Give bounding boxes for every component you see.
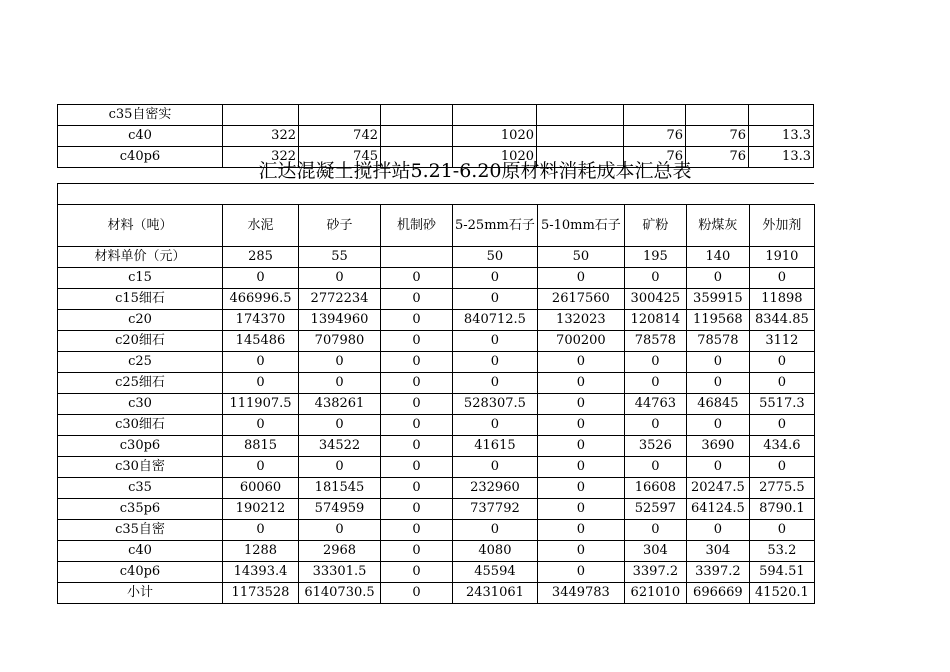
data-cell[interactable]: 119568 — [686, 310, 749, 331]
data-cell[interactable]: 181545 — [299, 478, 381, 499]
table-row — [58, 457, 815, 478]
data-cell[interactable]: 3449783 — [537, 583, 624, 604]
row-label-cell[interactable]: c20 — [58, 310, 223, 331]
data-cell[interactable]: 0 — [223, 415, 299, 436]
table-row — [58, 126, 814, 147]
data-cell[interactable] — [299, 105, 381, 126]
data-cell[interactable]: 304 — [624, 541, 686, 562]
data-cell[interactable]: 745 — [299, 147, 381, 168]
row-label-cell[interactable]: c40 — [58, 541, 223, 562]
data-cell[interactable]: 0 — [453, 331, 538, 352]
data-cell[interactable]: 700200 — [537, 331, 624, 352]
data-cell[interactable]: 304 — [686, 541, 749, 562]
data-cell[interactable]: 696669 — [686, 583, 749, 604]
data-cell[interactable]: 0 — [537, 478, 624, 499]
row-label-cell[interactable]: c30 — [58, 394, 223, 415]
blank-row — [58, 184, 815, 205]
data-cell[interactable]: 13.3 — [749, 126, 814, 147]
data-cell[interactable]: 0 — [624, 268, 686, 289]
table-row — [58, 562, 815, 583]
data-cell[interactable]: 111907.5 — [223, 394, 299, 415]
row-label-cell[interactable]: c35 — [58, 478, 223, 499]
table-row — [58, 268, 815, 289]
row-label-cell[interactable]: c25 — [58, 352, 223, 373]
data-cell[interactable]: 0 — [381, 394, 453, 415]
data-cell[interactable]: 0 — [624, 373, 686, 394]
data-cell[interactable]: 0 — [453, 415, 538, 436]
row-label-cell[interactable]: 材料单价（元） — [58, 247, 223, 268]
data-cell[interactable]: 0 — [686, 520, 749, 541]
data-cell[interactable]: 0 — [381, 499, 453, 520]
data-cell[interactable]: 6140730.5 — [299, 583, 381, 604]
data-cell[interactable]: 0 — [381, 289, 453, 310]
data-cell[interactable]: 44763 — [624, 394, 686, 415]
data-cell[interactable]: 1288 — [223, 541, 299, 562]
data-cell[interactable]: 60060 — [223, 478, 299, 499]
data-cell[interactable]: 0 — [537, 562, 624, 583]
row-label-cell[interactable]: c40 — [58, 126, 223, 147]
data-cell[interactable]: 1910 — [749, 247, 814, 268]
data-cell[interactable]: 0 — [537, 394, 624, 415]
column-header[interactable]: 砂子 — [299, 205, 381, 247]
data-cell[interactable]: 0 — [537, 415, 624, 436]
table-row — [58, 289, 815, 310]
data-cell[interactable]: 0 — [453, 457, 538, 478]
blank-cell[interactable] — [58, 184, 815, 205]
data-cell[interactable]: 2431061 — [453, 583, 538, 604]
data-cell[interactable]: 41520.1 — [749, 583, 814, 604]
data-cell[interactable] — [381, 247, 453, 268]
row-label-cell[interactable]: c15 — [58, 268, 223, 289]
data-cell[interactable]: 3526 — [624, 436, 686, 457]
data-cell[interactable]: 0 — [381, 520, 453, 541]
data-cell[interactable]: 1173528 — [223, 583, 299, 604]
data-cell[interactable]: 0 — [453, 520, 538, 541]
subtotal-row — [58, 583, 815, 604]
data-cell[interactable]: 14393.4 — [223, 562, 299, 583]
data-cell[interactable]: 0 — [381, 415, 453, 436]
row-label-cell[interactable]: c35自密实 — [58, 105, 223, 126]
data-cell[interactable]: 0 — [686, 457, 749, 478]
data-cell[interactable]: 574959 — [299, 499, 381, 520]
data-cell[interactable]: 76 — [686, 126, 749, 147]
data-cell[interactable]: 0 — [223, 352, 299, 373]
data-cell[interactable]: 300425 — [624, 289, 686, 310]
data-cell[interactable]: 737792 — [453, 499, 538, 520]
table-row — [58, 499, 815, 520]
table-row — [58, 541, 815, 562]
data-cell[interactable]: 0 — [299, 373, 381, 394]
data-cell[interactable]: 1394960 — [299, 310, 381, 331]
data-cell[interactable]: 0 — [749, 520, 814, 541]
data-cell[interactable] — [223, 105, 299, 126]
data-cell[interactable]: 11898 — [749, 289, 814, 310]
data-cell[interactable] — [537, 105, 624, 126]
data-cell[interactable]: 52597 — [624, 499, 686, 520]
unit-price-row — [58, 247, 815, 268]
data-cell[interactable]: 0 — [381, 436, 453, 457]
row-label-cell[interactable]: 小计 — [58, 583, 223, 604]
data-cell[interactable]: 41615 — [453, 436, 538, 457]
column-header[interactable]: 机制砂 — [381, 205, 453, 247]
data-cell[interactable]: 0 — [686, 415, 749, 436]
data-cell[interactable]: 0 — [686, 352, 749, 373]
row-label-cell[interactable]: c35自密 — [58, 520, 223, 541]
data-cell[interactable]: 76 — [624, 126, 686, 147]
data-cell[interactable] — [624, 105, 686, 126]
data-cell[interactable]: 0 — [299, 268, 381, 289]
data-cell[interactable]: 0 — [299, 457, 381, 478]
data-cell[interactable]: 0 — [453, 352, 538, 373]
row-label-cell[interactable]: c30细石 — [58, 415, 223, 436]
data-cell[interactable]: 0 — [381, 562, 453, 583]
row-label-cell[interactable]: c25细石 — [58, 373, 223, 394]
data-cell[interactable]: 4080 — [453, 541, 538, 562]
column-header[interactable]: 材料（吨） — [58, 205, 223, 247]
data-cell[interactable]: 13.3 — [749, 147, 814, 168]
data-cell[interactable]: 20247.5 — [686, 478, 749, 499]
data-cell[interactable]: 840712.5 — [453, 310, 538, 331]
data-cell[interactable]: 0 — [381, 583, 453, 604]
data-cell[interactable]: 0 — [381, 478, 453, 499]
data-cell[interactable]: 0 — [749, 268, 814, 289]
data-cell[interactable]: 1020 — [453, 147, 537, 168]
data-cell[interactable]: 0 — [381, 457, 453, 478]
data-cell[interactable]: 2968 — [299, 541, 381, 562]
data-cell[interactable]: 0 — [299, 352, 381, 373]
data-cell[interactable]: 33301.5 — [299, 562, 381, 583]
data-cell[interactable]: 0 — [537, 499, 624, 520]
data-cell[interactable]: 78578 — [624, 331, 686, 352]
data-cell[interactable] — [749, 105, 814, 126]
data-cell[interactable]: 528307.5 — [453, 394, 538, 415]
row-label-cell[interactable]: c35p6 — [58, 499, 223, 520]
top-partial-table — [57, 104, 814, 168]
table-row — [58, 352, 815, 373]
data-cell[interactable]: 50 — [537, 247, 624, 268]
data-cell[interactable]: 0 — [537, 520, 624, 541]
data-cell[interactable]: 76 — [624, 147, 686, 168]
data-cell[interactable]: 3397.2 — [686, 562, 749, 583]
data-cell[interactable]: 174370 — [223, 310, 299, 331]
table-row — [58, 478, 815, 499]
data-cell[interactable]: 0 — [381, 373, 453, 394]
data-cell[interactable]: 0 — [381, 541, 453, 562]
data-cell[interactable] — [537, 126, 624, 147]
header-row — [58, 205, 815, 247]
data-cell[interactable]: 466996.5 — [223, 289, 299, 310]
data-cell[interactable]: 1020 — [453, 126, 537, 147]
cost-summary-table — [57, 183, 815, 604]
data-cell[interactable]: 2617560 — [537, 289, 624, 310]
data-cell[interactable]: 0 — [749, 457, 814, 478]
data-cell[interactable]: 0 — [453, 289, 538, 310]
data-cell[interactable]: 46845 — [686, 394, 749, 415]
data-cell[interactable]: 0 — [381, 310, 453, 331]
data-cell[interactable]: 55 — [299, 247, 381, 268]
data-cell[interactable]: 78578 — [686, 331, 749, 352]
row-label-cell[interactable]: c20细石 — [58, 331, 223, 352]
data-cell[interactable]: 594.51 — [749, 562, 814, 583]
data-cell[interactable]: 190212 — [223, 499, 299, 520]
data-cell[interactable]: 2775.5 — [749, 478, 814, 499]
data-cell[interactable]: 232960 — [453, 478, 538, 499]
data-cell[interactable]: 0 — [299, 415, 381, 436]
table-row — [58, 310, 815, 331]
data-cell[interactable]: 0 — [223, 520, 299, 541]
data-cell[interactable]: 0 — [453, 373, 538, 394]
data-cell[interactable]: 3690 — [686, 436, 749, 457]
row-label-cell[interactable]: c30p6 — [58, 436, 223, 457]
data-cell[interactable]: 140 — [686, 247, 749, 268]
data-cell[interactable]: 621010 — [624, 583, 686, 604]
data-cell[interactable]: 0 — [223, 457, 299, 478]
data-cell[interactable] — [453, 105, 537, 126]
table-row — [58, 331, 815, 352]
data-cell[interactable]: 120814 — [624, 310, 686, 331]
data-cell[interactable]: 0 — [537, 436, 624, 457]
data-cell[interactable]: 438261 — [299, 394, 381, 415]
table-row — [58, 415, 815, 436]
data-cell[interactable] — [381, 105, 453, 126]
data-cell[interactable]: 707980 — [299, 331, 381, 352]
report-title: 汇达混凝土搅拌站5.21-6.20原材料消耗成本汇总表 — [258, 160, 692, 182]
column-header[interactable]: 外加剂 — [749, 205, 814, 247]
data-cell[interactable]: 0 — [381, 268, 453, 289]
data-cell[interactable]: 16608 — [624, 478, 686, 499]
data-cell[interactable]: 0 — [223, 373, 299, 394]
data-cell[interactable]: 34522 — [299, 436, 381, 457]
row-label-cell[interactable]: c40p6 — [58, 562, 223, 583]
column-header[interactable]: 粉煤灰 — [686, 205, 749, 247]
data-cell[interactable]: 145486 — [223, 331, 299, 352]
table-row — [58, 105, 814, 126]
column-header[interactable]: 5-25mm石子 — [453, 205, 538, 247]
data-cell[interactable]: 195 — [624, 247, 686, 268]
data-cell[interactable]: 76 — [686, 147, 749, 168]
table-row — [58, 373, 815, 394]
data-cell[interactable]: 8790.1 — [749, 499, 814, 520]
data-cell[interactable]: 45594 — [453, 562, 538, 583]
data-cell[interactable]: 53.2 — [749, 541, 814, 562]
data-cell[interactable]: 359915 — [686, 289, 749, 310]
data-cell[interactable]: 0 — [299, 520, 381, 541]
data-cell[interactable]: 64124.5 — [686, 499, 749, 520]
data-cell[interactable]: 50 — [453, 247, 538, 268]
data-cell[interactable]: 742 — [299, 126, 381, 147]
data-cell[interactable]: 0 — [624, 415, 686, 436]
data-cell[interactable]: 0 — [686, 373, 749, 394]
data-cell[interactable]: 8815 — [223, 436, 299, 457]
data-cell[interactable]: 0 — [537, 373, 624, 394]
column-header[interactable]: 水泥 — [223, 205, 299, 247]
table-row — [58, 520, 815, 541]
data-cell[interactable]: 434.6 — [749, 436, 814, 457]
data-cell[interactable]: 0 — [381, 352, 453, 373]
data-cell[interactable]: 3112 — [749, 331, 814, 352]
data-cell[interactable]: 0 — [749, 373, 814, 394]
data-cell[interactable]: 0 — [624, 520, 686, 541]
data-cell[interactable]: 322 — [223, 147, 299, 168]
column-header[interactable]: 5-10mm石子 — [537, 205, 624, 247]
row-label-cell[interactable]: c40p6 — [58, 147, 223, 168]
row-label-cell[interactable]: c30自密 — [58, 457, 223, 478]
data-cell[interactable]: 0 — [749, 352, 814, 373]
data-cell[interactable]: 2772234 — [299, 289, 381, 310]
data-cell[interactable]: 0 — [686, 268, 749, 289]
data-cell[interactable]: 0 — [453, 268, 538, 289]
column-header[interactable]: 矿粉 — [624, 205, 686, 247]
data-cell[interactable]: 0 — [537, 268, 624, 289]
data-cell[interactable]: 0 — [537, 352, 624, 373]
data-cell[interactable]: 0 — [537, 457, 624, 478]
data-cell[interactable]: 0 — [381, 331, 453, 352]
data-cell[interactable]: 0 — [624, 457, 686, 478]
data-cell[interactable]: 0 — [624, 352, 686, 373]
table-row — [58, 436, 815, 457]
data-cell[interactable]: 0 — [537, 541, 624, 562]
data-cell[interactable]: 285 — [223, 247, 299, 268]
data-cell[interactable]: 5517.3 — [749, 394, 814, 415]
table-row — [58, 394, 815, 415]
data-cell[interactable]: 132023 — [537, 310, 624, 331]
data-cell[interactable]: 322 — [223, 126, 299, 147]
row-label-cell[interactable]: c15细石 — [58, 289, 223, 310]
data-cell[interactable]: 8344.85 — [749, 310, 814, 331]
data-cell[interactable] — [686, 105, 749, 126]
data-cell[interactable]: 0 — [223, 268, 299, 289]
data-cell[interactable] — [381, 126, 453, 147]
data-cell[interactable]: 3397.2 — [624, 562, 686, 583]
data-cell[interactable]: 0 — [749, 415, 814, 436]
